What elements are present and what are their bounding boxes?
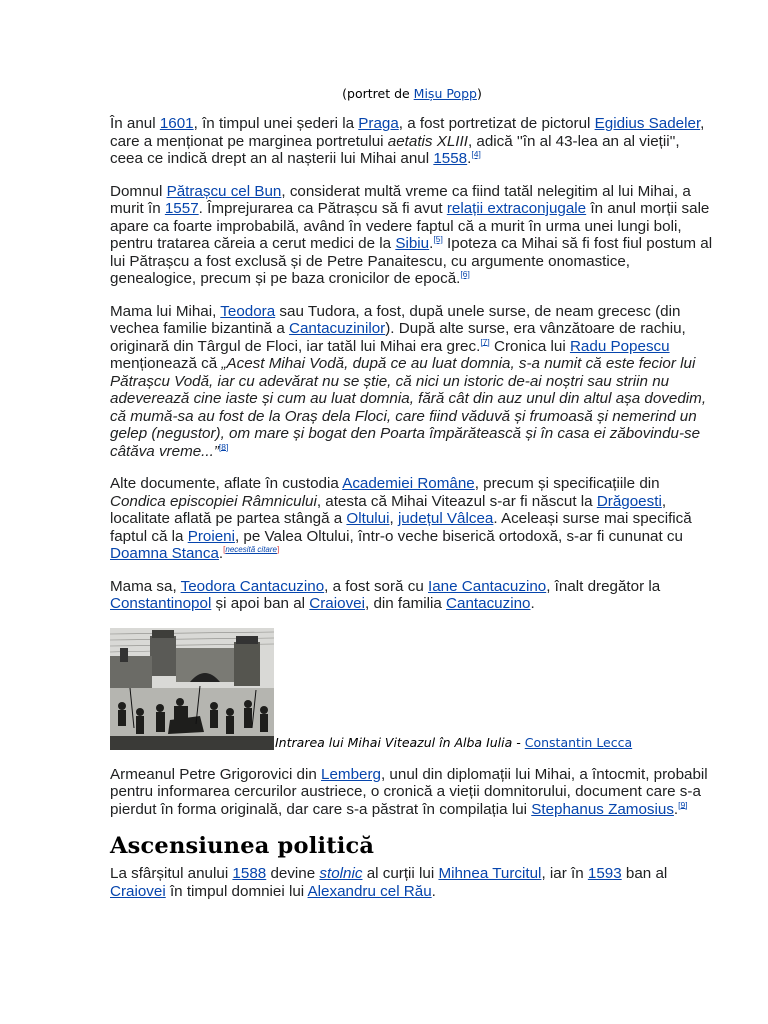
reference-6[interactable] (460, 269, 469, 279)
bracket: [ (223, 544, 226, 554)
link-1601[interactable]: 1601 (159, 115, 194, 132)
text: ). După alte surse, era vânzătoare de rachiu, originară din Târgul de Floci, iar tatăl lui Mihai era grec. (110, 320, 686, 355)
text: Alte documente, aflate în custodia (110, 475, 343, 492)
italic-text: aetatis XLIII (387, 132, 468, 150)
text: , considerat multă vreme ca fiind tatăl nelegitim al lui Mihai, a murit în (110, 182, 691, 217)
text: , înalt dregător la (546, 577, 661, 595)
text: Cronica lui (489, 337, 570, 355)
text: în anul morții sale apare ca foarte improbabilă, având în vedere faptul că a murit în urma unei lungi boli, pentru tratarea căreia a cerut medici de la (110, 200, 710, 252)
reference-link[interactable]: [5] (433, 233, 443, 244)
text: . (530, 595, 535, 612)
portrait-caption (110, 86, 714, 101)
reference-7[interactable] (480, 336, 489, 346)
link-doamna-stanca[interactable]: Doamna Stanca (110, 545, 219, 562)
link-teodora-cantacuzino[interactable]: Teodora Cantacuzino (180, 577, 325, 595)
text: Mama lui Mihai, (110, 302, 221, 320)
text: sau Tudora, a fost, după unele surse, de neam grecesc (din vechea familie bizantină a (110, 302, 681, 337)
text: . (673, 800, 679, 818)
link-constantin-lecca[interactable]: Constantin Lecca (524, 734, 633, 750)
section-heading-political-rise: Ascensiunea politică (110, 833, 375, 859)
citation-needed-tag (223, 545, 279, 554)
link-craiovei[interactable]: Craiovei (309, 595, 365, 612)
reference-4[interactable] (471, 149, 480, 159)
text: . (431, 882, 436, 900)
link-radu-popescu[interactable]: Radu Popescu (569, 337, 670, 355)
link-1558[interactable]: 1558 (433, 150, 468, 167)
article-content (110, 86, 714, 915)
text: Armeanul Petre Grigorovici din (110, 765, 322, 783)
paragraph-documents (110, 475, 714, 563)
link-academiei-romane[interactable]: Academiei Române (342, 475, 475, 492)
text: Mama sa, (110, 577, 181, 595)
link-mihnea-turcitul[interactable]: Mihnea Turcitul (438, 865, 542, 882)
italic-text: Condica episcopiei Râmnicului (110, 492, 317, 510)
text: , precum și specificațiile din (474, 475, 660, 492)
paragraph-political-rise (110, 865, 714, 900)
text: Ipoteza ca Mihai să fi fost fiul postum al lui Pătrașcu a fost exclusă și de Petre Panaitescu, cu argumente onomastice, genealogice, precum și pe baza cronicilor de epocă. (110, 235, 713, 287)
figure-alba-iulia (110, 628, 714, 750)
text: , din familia (365, 595, 447, 612)
text: Domnul (110, 182, 167, 200)
link-egidius-sadeler[interactable]: Egidius Sadeler (594, 115, 701, 132)
link-1557[interactable]: 1557 (164, 200, 199, 217)
link-cantacuzino[interactable]: Cantacuzino (446, 595, 531, 612)
text: , localitate aflată pe partea stângă a (110, 492, 667, 527)
link-relatii-extraconjugale[interactable]: relații extraconjugale (446, 200, 587, 217)
text: în timpul domniei lui (165, 882, 308, 900)
reference-link[interactable]: [9] (678, 799, 688, 810)
bracket: ] (276, 544, 280, 554)
link-patrascu-cel-bun[interactable]: Pătrașcu cel Bun (166, 182, 282, 200)
paragraph-mother (110, 303, 714, 461)
citation-needed-link[interactable]: necesită citare (225, 544, 277, 554)
text: , care a menționat pe marginea portretului (110, 115, 705, 150)
text: , (389, 510, 398, 527)
text: . (218, 545, 224, 562)
text: , a fost soră cu (324, 577, 428, 595)
link-sibiu[interactable]: Sibiu (395, 235, 430, 252)
paragraph-birth-year (110, 115, 714, 168)
reference-5[interactable] (433, 234, 442, 244)
reference-link[interactable]: [7] (480, 336, 490, 347)
misu-popp-link[interactable]: Mișu Popp (413, 86, 477, 101)
text: ban al (621, 865, 668, 882)
text: al curții lui (362, 865, 439, 882)
link-1593[interactable]: 1593 (587, 865, 622, 882)
paragraph-mother-family (110, 578, 714, 613)
link-stolnic[interactable]: stolnic (319, 865, 363, 882)
reference-link[interactable]: [6] (460, 268, 470, 279)
text: , unul din diplomații lui Mihai, a întocmit, probabil pentru informarea cercurilor austriece, o cronică a vieții domnitorului, document care s-a pierdut în forma originală, dar care s-a păstrat în compilația lui (110, 765, 708, 818)
reference-link[interactable]: [8] (218, 441, 229, 452)
figure-caption (275, 735, 632, 750)
link-iane-cantacuzino[interactable]: Iane Cantacuzino (428, 577, 547, 595)
text: , în timpul unei șederi la (193, 115, 359, 132)
link-judetul-valcea[interactable]: județul Vâlcea (397, 510, 494, 527)
link-alexandru-cel-rau[interactable]: Alexandru cel Rău (307, 882, 432, 900)
link-stephanus-zamosius[interactable]: Stephanus Zamosius (531, 800, 674, 818)
caption-text: Intrarea lui Mihai Viteazul în Alba Iulia - (275, 734, 525, 750)
text: menționează că (110, 355, 222, 372)
link-1588[interactable]: 1588 (232, 865, 267, 882)
link-lemberg[interactable]: Lemberg (321, 765, 381, 783)
text: . Împrejurarea ca Pătrașcu să fi avut (198, 200, 447, 217)
caption-text: (portret de (342, 86, 414, 101)
text: , adică ''în al 43-lea an al vieții'', ceea ce indică drept an al nașterii lui Mihai anul (110, 132, 680, 167)
link-oltului[interactable]: Oltului (346, 510, 390, 527)
text: , pe Valea Oltului, într-o veche biserică ortodoxă, s-ar fi cununat cu (234, 527, 683, 545)
reference-link[interactable]: [4] (471, 148, 481, 159)
reference-8[interactable] (219, 441, 228, 451)
text: , atesta că Mihai Viteazul s-ar fi născut la (316, 492, 597, 510)
paragraph-grigorovici (110, 766, 714, 819)
paragraph-father (110, 183, 714, 288)
chronicle-quote: „Acest Mihai Vodă, după ce au luat domnia, s-a numit că este fecior lui Pătrașcu Vodă, iar cu adevărat nu se știe, că nici un istoric de-ai noștri sau striin nu adeverează cine iaste și cum au luat domnia, fără cât din auz unul din altul așa dovedim, că mumă-sa au fost de la Oraș dela Floci, care fiind văduvă și frumoasă și nemerind un gelep (negustor), om mare și bogat den Poarta împărătească și în casa ei zăbovindu-se câtăva vreme...” (110, 355, 707, 460)
text: devine (266, 865, 320, 882)
link-craiovei[interactable]: Craiovei (110, 882, 166, 900)
link-teodora[interactable]: Teodora (220, 302, 276, 320)
caption-text: ) (476, 86, 482, 101)
link-praga[interactable]: Praga (358, 115, 399, 132)
link-dragoesti[interactable]: Drăgoesti (596, 492, 662, 510)
link-constantinopol[interactable]: Constantinopol (110, 595, 212, 612)
text: În anul (110, 115, 160, 132)
link-proieni[interactable]: Proieni (187, 527, 235, 545)
text: . (467, 150, 472, 167)
text: La sfârșitul anului (110, 865, 233, 882)
text: . Aceleași surse mai specifică faptul că la (110, 510, 692, 545)
text: și apoi ban al (211, 595, 310, 612)
text: , iar în (541, 865, 588, 882)
text: , a fost portretizat de pictorul (398, 115, 595, 132)
text: . (429, 235, 434, 252)
reference-9[interactable] (678, 799, 687, 809)
alba-iulia-entry-engraving[interactable] (110, 628, 274, 750)
link-cantacuzinilor[interactable]: Cantacuzinilor (288, 320, 386, 337)
